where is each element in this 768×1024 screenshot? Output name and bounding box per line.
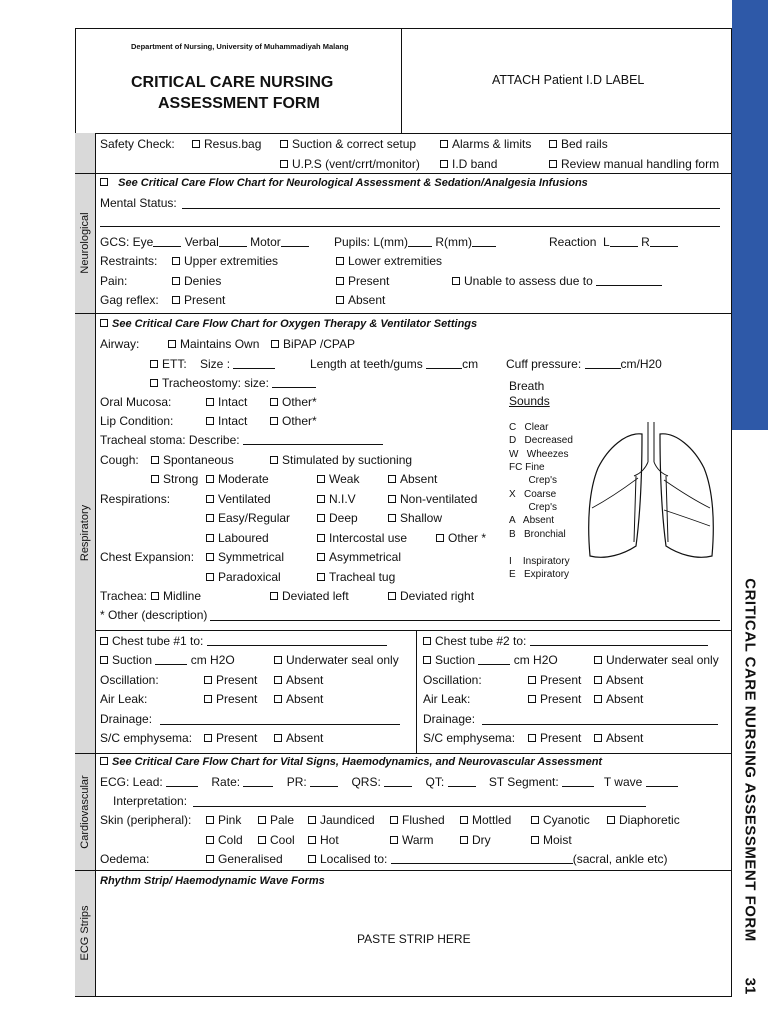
checkbox[interactable] (308, 816, 316, 824)
ct2-drain-field[interactable] (482, 724, 718, 725)
checkbox[interactable] (336, 257, 344, 265)
mental-status-field-2[interactable] (100, 226, 720, 227)
checkbox[interactable] (100, 656, 108, 664)
chest-tug[interactable]: Tracheal tug (317, 570, 395, 584)
airway-label: Airway: (100, 337, 140, 351)
checkbox[interactable] (274, 656, 282, 664)
gcs-motor-field[interactable] (281, 236, 309, 247)
skin-diaph[interactable]: Diaphoretic (607, 813, 680, 827)
checkbox[interactable] (274, 734, 282, 742)
gcs-verbal-field[interactable] (219, 236, 247, 247)
ecg-qt-field[interactable] (448, 776, 476, 787)
checkbox[interactable] (594, 676, 602, 684)
skin-flushed[interactable]: Flushed (390, 813, 445, 827)
ct2-emph-present[interactable]: Present (528, 731, 581, 745)
checkbox[interactable] (274, 676, 282, 684)
skin-cyanotic[interactable]: Cyanotic (531, 813, 590, 827)
checkbox[interactable] (308, 855, 316, 863)
checkbox[interactable] (452, 277, 460, 285)
checkbox[interactable] (390, 816, 398, 824)
checkbox[interactable] (258, 836, 266, 844)
checkbox[interactable] (440, 140, 448, 148)
checkbox[interactable] (150, 379, 158, 387)
checkbox[interactable] (549, 140, 557, 148)
breath-legend-3: FC Fine (509, 462, 545, 473)
airway-bipap[interactable]: BiPAP /CPAP (271, 337, 355, 351)
pain-unable[interactable]: Unable to assess due to (452, 274, 662, 288)
checkbox[interactable] (280, 160, 288, 168)
safety-opt-bedrails[interactable]: Bed rails (549, 137, 608, 151)
checkbox[interactable] (531, 836, 539, 844)
sep-safety (75, 173, 732, 174)
cardio-sidebar (75, 753, 96, 870)
checkbox[interactable] (206, 495, 214, 503)
pain-denies[interactable]: Denies (172, 274, 221, 288)
ecg-st-field[interactable] (562, 776, 594, 787)
checkbox[interactable] (388, 514, 396, 522)
side-color-bar (732, 0, 768, 430)
ct2-suction-field[interactable] (478, 654, 510, 665)
pain-label: Pain: (100, 274, 128, 288)
resp-laboured[interactable]: Laboured (206, 531, 269, 545)
form-border-top (75, 28, 732, 29)
ct1-title[interactable]: Chest tube #1 to: (100, 634, 387, 648)
gag-label: Gag reflex: (100, 293, 159, 307)
safety-opt-ups[interactable]: U.P.S (vent/crrt/monitor) (280, 157, 420, 171)
resp-nonvent[interactable]: Non-ventilated (388, 492, 477, 506)
form-border-bottom (75, 996, 732, 997)
breath-legend-5: X Coarse (509, 489, 557, 500)
reaction-left-field[interactable] (610, 236, 638, 247)
chest-asymm[interactable]: Asymmetrical (317, 550, 401, 564)
skin-pink[interactable]: Pink (206, 813, 241, 827)
checkbox[interactable] (206, 534, 214, 542)
oedema-loc-field[interactable] (391, 853, 573, 864)
checkbox[interactable] (528, 695, 536, 703)
checkbox[interactable] (317, 553, 325, 561)
checkbox[interactable] (100, 178, 108, 186)
skin-hot[interactable]: Hot (308, 833, 339, 847)
ct2-emph-label: S/C emphysema: (423, 731, 516, 745)
cuff-pressure-field[interactable] (585, 358, 621, 369)
checkbox[interactable] (336, 277, 344, 285)
ett-length: Length at teeth/gums cm (310, 357, 479, 371)
resp-ventilated[interactable]: Ventilated (206, 492, 271, 506)
safety-opt-suction[interactable]: Suction & correct setup (280, 137, 416, 151)
ct2-emph-absent[interactable]: Absent (594, 731, 643, 745)
checkbox[interactable] (388, 592, 396, 600)
resp-intercostal[interactable]: Intercostal use (317, 531, 407, 545)
checkbox[interactable] (258, 816, 266, 824)
unable-reason-field[interactable] (596, 275, 662, 286)
checkbox[interactable] (607, 816, 615, 824)
trach-row[interactable]: Tracheostomy: size: (150, 376, 316, 390)
pupils-row: Pupils: L(mm) R(mm) (334, 235, 496, 249)
ct2-osc-present[interactable]: Present (528, 673, 581, 687)
lip-label: Lip Condition: (100, 414, 174, 428)
checkbox[interactable] (308, 836, 316, 844)
sep-resp (75, 753, 732, 754)
restraints-upper[interactable]: Upper extremities (172, 254, 278, 268)
breath-title-2: Sounds (509, 394, 550, 408)
gcs-eye-field[interactable] (153, 236, 181, 247)
trachea-devleft[interactable]: Deviated left (270, 589, 349, 603)
checkbox[interactable] (206, 836, 214, 844)
checkbox[interactable] (204, 676, 212, 684)
trachea-devright[interactable]: Deviated right (388, 589, 474, 603)
ct2-leak-label: Air Leak: (423, 692, 471, 706)
breath-legend-insp: I Inspiratory (509, 556, 570, 567)
resp-deep[interactable]: Deep (317, 511, 358, 525)
oedema-gen[interactable]: Generalised (206, 852, 283, 866)
ett-length-field[interactable] (426, 358, 462, 369)
checkbox[interactable] (317, 514, 325, 522)
gag-absent[interactable]: Absent (336, 293, 385, 307)
checkbox[interactable] (436, 534, 444, 542)
cough-absent[interactable]: Absent (388, 472, 437, 486)
sep-cardio (75, 870, 732, 871)
department-name: Department of Nursing, University of Muhammadiyah Malang (131, 42, 349, 51)
trachea-label: Trachea: (100, 589, 147, 603)
skin-cold[interactable]: Cold (206, 833, 243, 847)
cough-label: Cough: (100, 453, 139, 467)
mental-status-label: Mental Status: (100, 196, 177, 210)
ct2-to-field[interactable] (530, 635, 708, 646)
ecg-twave-field[interactable] (646, 776, 678, 787)
cardio-see-flowchart[interactable]: See Critical Care Flow Chart for Vital Signs, Haemodynamics, and Neurovascular Assessment (100, 756, 602, 768)
oral-mucosa-label: Oral Mucosa: (100, 395, 172, 409)
checkbox[interactable] (460, 816, 468, 824)
checkbox[interactable] (317, 573, 325, 581)
right-lung-fissure (664, 480, 710, 526)
checkbox[interactable] (206, 417, 214, 425)
safety-opt-idband[interactable]: I.D band (440, 157, 497, 171)
airway-maintains[interactable]: Maintains Own (168, 337, 259, 351)
safety-sidebar (75, 133, 96, 173)
ct1-osc-label: Oscillation: (100, 673, 159, 687)
stoma-row: Tracheal stoma: Describe: (100, 433, 383, 447)
header-bottom-line (75, 133, 732, 134)
skin-cool[interactable]: Cool (258, 833, 295, 847)
checkbox[interactable] (528, 734, 536, 742)
header-divider (401, 28, 402, 133)
checkbox[interactable] (151, 456, 159, 464)
checkbox[interactable] (206, 816, 214, 824)
checkbox[interactable] (172, 277, 180, 285)
checkbox[interactable] (204, 734, 212, 742)
trachea-shape (648, 422, 654, 462)
checkbox[interactable] (206, 514, 214, 522)
ct1-drain-label: Drainage: (100, 712, 153, 726)
ecg-qrs-field[interactable] (384, 776, 412, 787)
ct1-suction[interactable]: Suction cm H2O (100, 653, 235, 667)
paste-strip-area: PASTE STRIP HERE (357, 932, 471, 946)
checkbox[interactable] (172, 296, 180, 304)
checkbox[interactable] (594, 695, 602, 703)
checkbox[interactable] (151, 592, 159, 600)
cough-moderate[interactable]: Moderate (206, 472, 269, 486)
checkbox[interactable] (206, 398, 214, 406)
checkbox[interactable] (423, 637, 431, 645)
ecg-rate-field[interactable] (243, 776, 273, 787)
checkbox[interactable] (317, 534, 325, 542)
checkbox[interactable] (192, 140, 200, 148)
checkbox[interactable] (388, 475, 396, 483)
sep-resp-tubes (96, 630, 732, 631)
checkbox[interactable] (172, 257, 180, 265)
lip-other[interactable]: Other* (270, 414, 317, 428)
breath-legend-8: B Bronchial (509, 529, 566, 540)
checkbox[interactable] (271, 340, 279, 348)
ct2-leak-absent[interactable]: Absent (594, 692, 643, 706)
checkbox[interactable] (150, 360, 158, 368)
stoma-field[interactable] (243, 434, 383, 445)
neuro-see-flowchart[interactable]: See Critical Care Flow Chart for Neurological Assessment & Sedation/Analgesia Infusions (100, 177, 588, 189)
ct1-emph-present[interactable]: Present (204, 731, 257, 745)
resp-shallow[interactable]: Shallow (388, 511, 442, 525)
oedema-loc[interactable]: Localised to: (sacral, ankle etc) (308, 852, 667, 866)
ct1-leak-present[interactable]: Present (204, 692, 257, 706)
oedema-label: Oedema: (100, 852, 150, 866)
ct2-osc-label: Oscillation: (423, 673, 482, 687)
checkbox[interactable] (100, 319, 108, 327)
form-title-line1: CRITICAL CARE NURSING (131, 74, 334, 91)
restraints-label: Restraints: (100, 254, 158, 268)
resp-other[interactable]: Other * (436, 531, 486, 545)
checkbox[interactable] (280, 140, 288, 148)
other-desc-label: * Other (description) (100, 608, 208, 622)
ecg-lead-field[interactable] (166, 776, 198, 787)
checkbox[interactable] (204, 695, 212, 703)
cough-strong[interactable]: Strong (151, 472, 198, 486)
checkbox[interactable] (168, 340, 176, 348)
breath-legend-7: A Absent (509, 515, 555, 526)
cuff-pressure: Cuff pressure: cm/H20 (506, 357, 662, 371)
interp-field[interactable] (193, 806, 646, 807)
bronchi-shape (634, 462, 668, 542)
ct1-osc-absent[interactable]: Absent (274, 673, 323, 687)
skin-label: Skin (peripheral): (100, 813, 192, 827)
trachea-midline[interactable]: Midline (151, 589, 201, 603)
resp-sidebar (75, 313, 96, 753)
checkbox[interactable] (270, 398, 278, 406)
breath-legend-exp: E Expiratory (509, 569, 570, 580)
pupil-right-field[interactable] (472, 236, 496, 247)
sep-neuro (75, 313, 732, 314)
breath-legend-4: Crep's (509, 475, 558, 486)
skin-warm[interactable]: Warm (390, 833, 434, 847)
checkbox[interactable] (423, 656, 431, 664)
resp-section-label: Respiratory (79, 504, 91, 562)
breath-legend-2: W Wheezes (509, 449, 569, 460)
resp-niv[interactable]: N.I.V (317, 492, 356, 506)
ct1-drain-field[interactable] (160, 724, 400, 725)
checkbox[interactable] (270, 417, 278, 425)
ct1-emph-label: S/C emphysema: (100, 731, 193, 745)
chest-parad[interactable]: Paradoxical (206, 570, 281, 584)
resps-label: Respirations: (100, 492, 171, 506)
other-desc-field[interactable] (210, 620, 720, 621)
checkbox[interactable] (270, 456, 278, 464)
pupil-left-field[interactable] (408, 236, 432, 247)
skin-pale[interactable]: Pale (258, 813, 294, 827)
ct1-to-field[interactable] (207, 635, 387, 646)
checkbox[interactable] (206, 475, 214, 483)
skin-dry[interactable]: Dry (460, 833, 491, 847)
attach-label: ATTACH Patient I.D LABEL (492, 73, 645, 87)
checkbox[interactable] (594, 734, 602, 742)
restraints-lower[interactable]: Lower extremities (336, 254, 442, 268)
checkbox[interactable] (388, 495, 396, 503)
ett-size-field[interactable] (233, 358, 275, 369)
checkbox[interactable] (317, 495, 325, 503)
gag-present[interactable]: Present (172, 293, 225, 307)
skin-moist[interactable]: Moist (531, 833, 572, 847)
checkbox[interactable] (206, 855, 214, 863)
ct2-title[interactable]: Chest tube #2 to: (423, 634, 708, 648)
ett-row[interactable]: ETT: Size : (150, 357, 275, 371)
ct2-osc-absent[interactable]: Absent (594, 673, 643, 687)
left-lung-fissure (592, 478, 638, 508)
checkbox[interactable] (206, 553, 214, 561)
cough-stimulated[interactable]: Stimulated by suctioning (270, 453, 412, 467)
ct2-drain-label: Drainage: (423, 712, 476, 726)
ecg-strip-title: Rhythm Strip/ Haemodynamic Wave Forms (100, 875, 325, 887)
reaction-row: Reaction L R (549, 235, 678, 249)
ct2-leak-present[interactable]: Present (528, 692, 581, 706)
checkbox[interactable] (531, 816, 539, 824)
ct1-leak-absent[interactable]: Absent (274, 692, 323, 706)
side-vertical-title: CRITICAL CARE NURSING ASSESSMENT FORM (741, 578, 759, 942)
ecg-row: ECG: Lead: Rate: PR: QRS: QT: ST Segment: T wave (100, 775, 678, 789)
cardio-section-label: Cardiovascular (79, 774, 91, 849)
sep-tubes-divider (416, 630, 417, 753)
skin-jaund[interactable]: Jaundiced (308, 813, 375, 827)
ct1-emph-absent[interactable]: Absent (274, 731, 323, 745)
checkbox[interactable] (440, 160, 448, 168)
gcs-row: GCS: Eye Verbal Motor (100, 235, 309, 249)
checkbox[interactable] (336, 296, 344, 304)
lungs-diagram[interactable] (584, 418, 718, 566)
checkbox[interactable] (151, 475, 159, 483)
trach-size-field[interactable] (272, 377, 316, 388)
chest-exp-label: Chest Expansion: (100, 550, 195, 564)
ct1-suction-field[interactable] (155, 654, 187, 665)
checkbox[interactable] (390, 836, 398, 844)
ecg-pr-field[interactable] (310, 776, 338, 787)
ct1-seal[interactable]: Underwater seal only (274, 653, 399, 667)
safety-opt-resus[interactable]: Resus.bag (192, 137, 261, 151)
mental-status-field[interactable] (182, 208, 720, 209)
resp-see-flowchart[interactable]: See Critical Care Flow Chart for Oxygen Therapy & Ventilator Settings (100, 318, 477, 330)
breath-legend-0: C Clear (509, 422, 549, 433)
lip-intact[interactable]: Intact (206, 414, 247, 428)
checkbox[interactable] (549, 160, 557, 168)
checkbox[interactable] (100, 637, 108, 645)
resp-easy[interactable]: Easy/Regular (206, 511, 290, 525)
checkbox[interactable] (100, 757, 108, 765)
interp-label: Interpretation: (113, 794, 188, 808)
ct1-leak-label: Air Leak: (100, 692, 148, 706)
safety-label: Safety Check: (100, 137, 175, 151)
checkbox[interactable] (528, 676, 536, 684)
pain-present[interactable]: Present (336, 274, 389, 288)
ct2-suction[interactable]: Suction cm H2O (423, 653, 558, 667)
ct2-seal[interactable]: Underwater seal only (594, 653, 719, 667)
chest-symm[interactable]: Symmetrical (206, 550, 284, 564)
skin-mottled[interactable]: Mottled (460, 813, 511, 827)
safety-opt-alarms[interactable]: Alarms & limits (440, 137, 531, 151)
breath-title-1: Breath (509, 379, 545, 393)
ecg-sidebar (75, 870, 96, 996)
breath-legend-6: Crep's (509, 502, 558, 513)
cough-weak[interactable]: Weak (317, 472, 359, 486)
cough-spont[interactable]: Spontaneous (151, 453, 234, 467)
ct1-osc-present[interactable]: Present (204, 673, 257, 687)
checkbox[interactable] (206, 573, 214, 581)
safety-opt-review[interactable]: Review manual handling form (549, 157, 719, 171)
neuro-section-label: Neurological (79, 212, 91, 274)
checkbox[interactable] (274, 695, 282, 703)
checkbox[interactable] (317, 475, 325, 483)
neuro-sidebar (75, 173, 96, 313)
form-title-line2: ASSESSMENT FORM (158, 95, 320, 112)
oral-intact[interactable]: Intact (206, 395, 247, 409)
ecg-section-label: ECG Strips (79, 905, 91, 961)
oral-other[interactable]: Other* (270, 395, 317, 409)
checkbox[interactable] (460, 836, 468, 844)
checkbox[interactable] (270, 592, 278, 600)
page-number: 31 (741, 977, 759, 995)
checkbox[interactable] (594, 656, 602, 664)
reaction-right-field[interactable] (650, 236, 678, 247)
breath-legend-1: D Decreased (509, 435, 573, 446)
